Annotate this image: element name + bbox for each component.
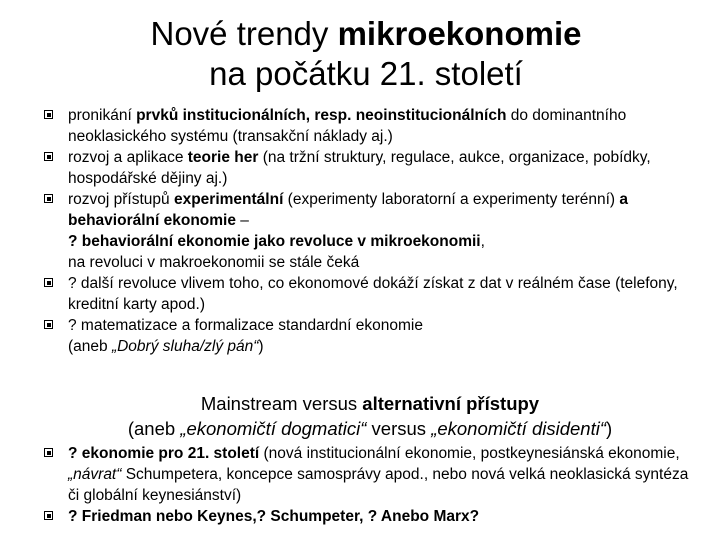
bullet-item xyxy=(0,105,720,147)
center-line-2-c: ) xyxy=(605,418,613,439)
bullet-text: pronikání xyxy=(68,107,137,124)
bullet-bold-text: ? ekonomie pro 21. století xyxy=(68,445,260,462)
center-line-2-italic-2: „ekonomičtí disidenti“ xyxy=(431,418,606,439)
title-line-1-text: Nové trendy xyxy=(150,15,338,52)
bullet-bold-text: ? behaviorální ekonomie jako revoluce v mikroekonomii xyxy=(68,233,481,250)
bullet-text: ) xyxy=(258,338,264,355)
bullet-bold-text: prvků institucionálních, resp. neoinstitucionálních xyxy=(136,107,507,124)
bullet-item xyxy=(0,273,720,315)
bullet-text: – xyxy=(235,212,249,229)
square-bullet-icon xyxy=(44,152,54,162)
bullet-list-top xyxy=(0,105,720,357)
title-line-1-bold: mikroekonomie xyxy=(337,15,582,52)
bullet-text: rozvoj přístupů xyxy=(68,191,174,208)
bullet-text: (aneb xyxy=(68,338,112,355)
bullet-italic-text: „Dobrý sluha/zlý pán“ xyxy=(111,338,259,355)
bullet-item xyxy=(0,147,720,189)
bullet-bold-text: teorie her xyxy=(187,149,259,166)
slide-title xyxy=(0,14,720,94)
bullet-italic-text: „návrat“ xyxy=(68,466,122,483)
bullet-list-bottom xyxy=(0,443,720,527)
center-line-1 xyxy=(0,391,720,416)
center-line-2-italic-1: „ekonomičtí dogmatici“ xyxy=(180,418,367,439)
square-bullet-icon xyxy=(44,511,54,521)
mainstream-vs-alternative xyxy=(0,391,720,441)
title-line-2: na počátku 21. století xyxy=(209,55,523,92)
bullet-item xyxy=(0,506,720,527)
bullet-item xyxy=(0,315,720,357)
square-bullet-icon xyxy=(44,448,54,458)
bullet-bold-text: ? Friedman nebo Keynes,? Schumpeter, ? Anebo Marx? xyxy=(68,508,480,525)
bullet-text: Schumpetera, koncepce samosprávy apod., nebo nová velká neoklasická syntéza či globální keynesiánství) xyxy=(68,466,689,504)
bullet-bold-text: experimentální xyxy=(173,191,284,208)
bullet-text: (nová institucionální ekonomie, postkeynesiánská ekonomie, xyxy=(259,445,680,462)
square-bullet-icon xyxy=(44,320,54,330)
square-bullet-icon xyxy=(44,110,54,120)
bullet-item xyxy=(0,189,720,273)
bullet-text: do dominantního neoklasického systému (transakční náklady aj.) xyxy=(68,107,627,145)
bullet-text: rozvoj a aplikace xyxy=(68,149,188,166)
bullet-text: na revoluci v makroekonomii se stále čeká xyxy=(68,254,360,271)
bullet-text: (experimenty laboratorní a experimenty terénní) xyxy=(283,191,620,208)
bullet-text: , xyxy=(480,233,485,250)
bullet-text: (na tržní struktury, regulace, aukce, organizace, pobídky, hospodářské dějiny aj.) xyxy=(68,149,651,187)
center-line-1-text: Mainstream versus xyxy=(200,393,363,414)
bullet-item xyxy=(0,443,720,506)
bullet-text: ? další revoluce vlivem toho, co ekonomové dokáží získat z dat v reálném čase (telefony, kreditní karty apod.) xyxy=(68,275,678,313)
bullet-bold-text: a behaviorální ekonomie xyxy=(68,191,628,229)
bullet-text: ? matematizace a formalizace standardní ekonomie xyxy=(68,317,423,334)
center-line-2 xyxy=(0,416,720,441)
square-bullet-icon xyxy=(44,194,54,204)
title-line-1 xyxy=(0,14,720,54)
square-bullet-icon xyxy=(44,278,54,288)
center-line-2-b: versus xyxy=(366,418,432,439)
center-line-2-a: (aneb xyxy=(127,418,181,439)
center-line-1-bold: alternativní přístupy xyxy=(362,393,540,414)
